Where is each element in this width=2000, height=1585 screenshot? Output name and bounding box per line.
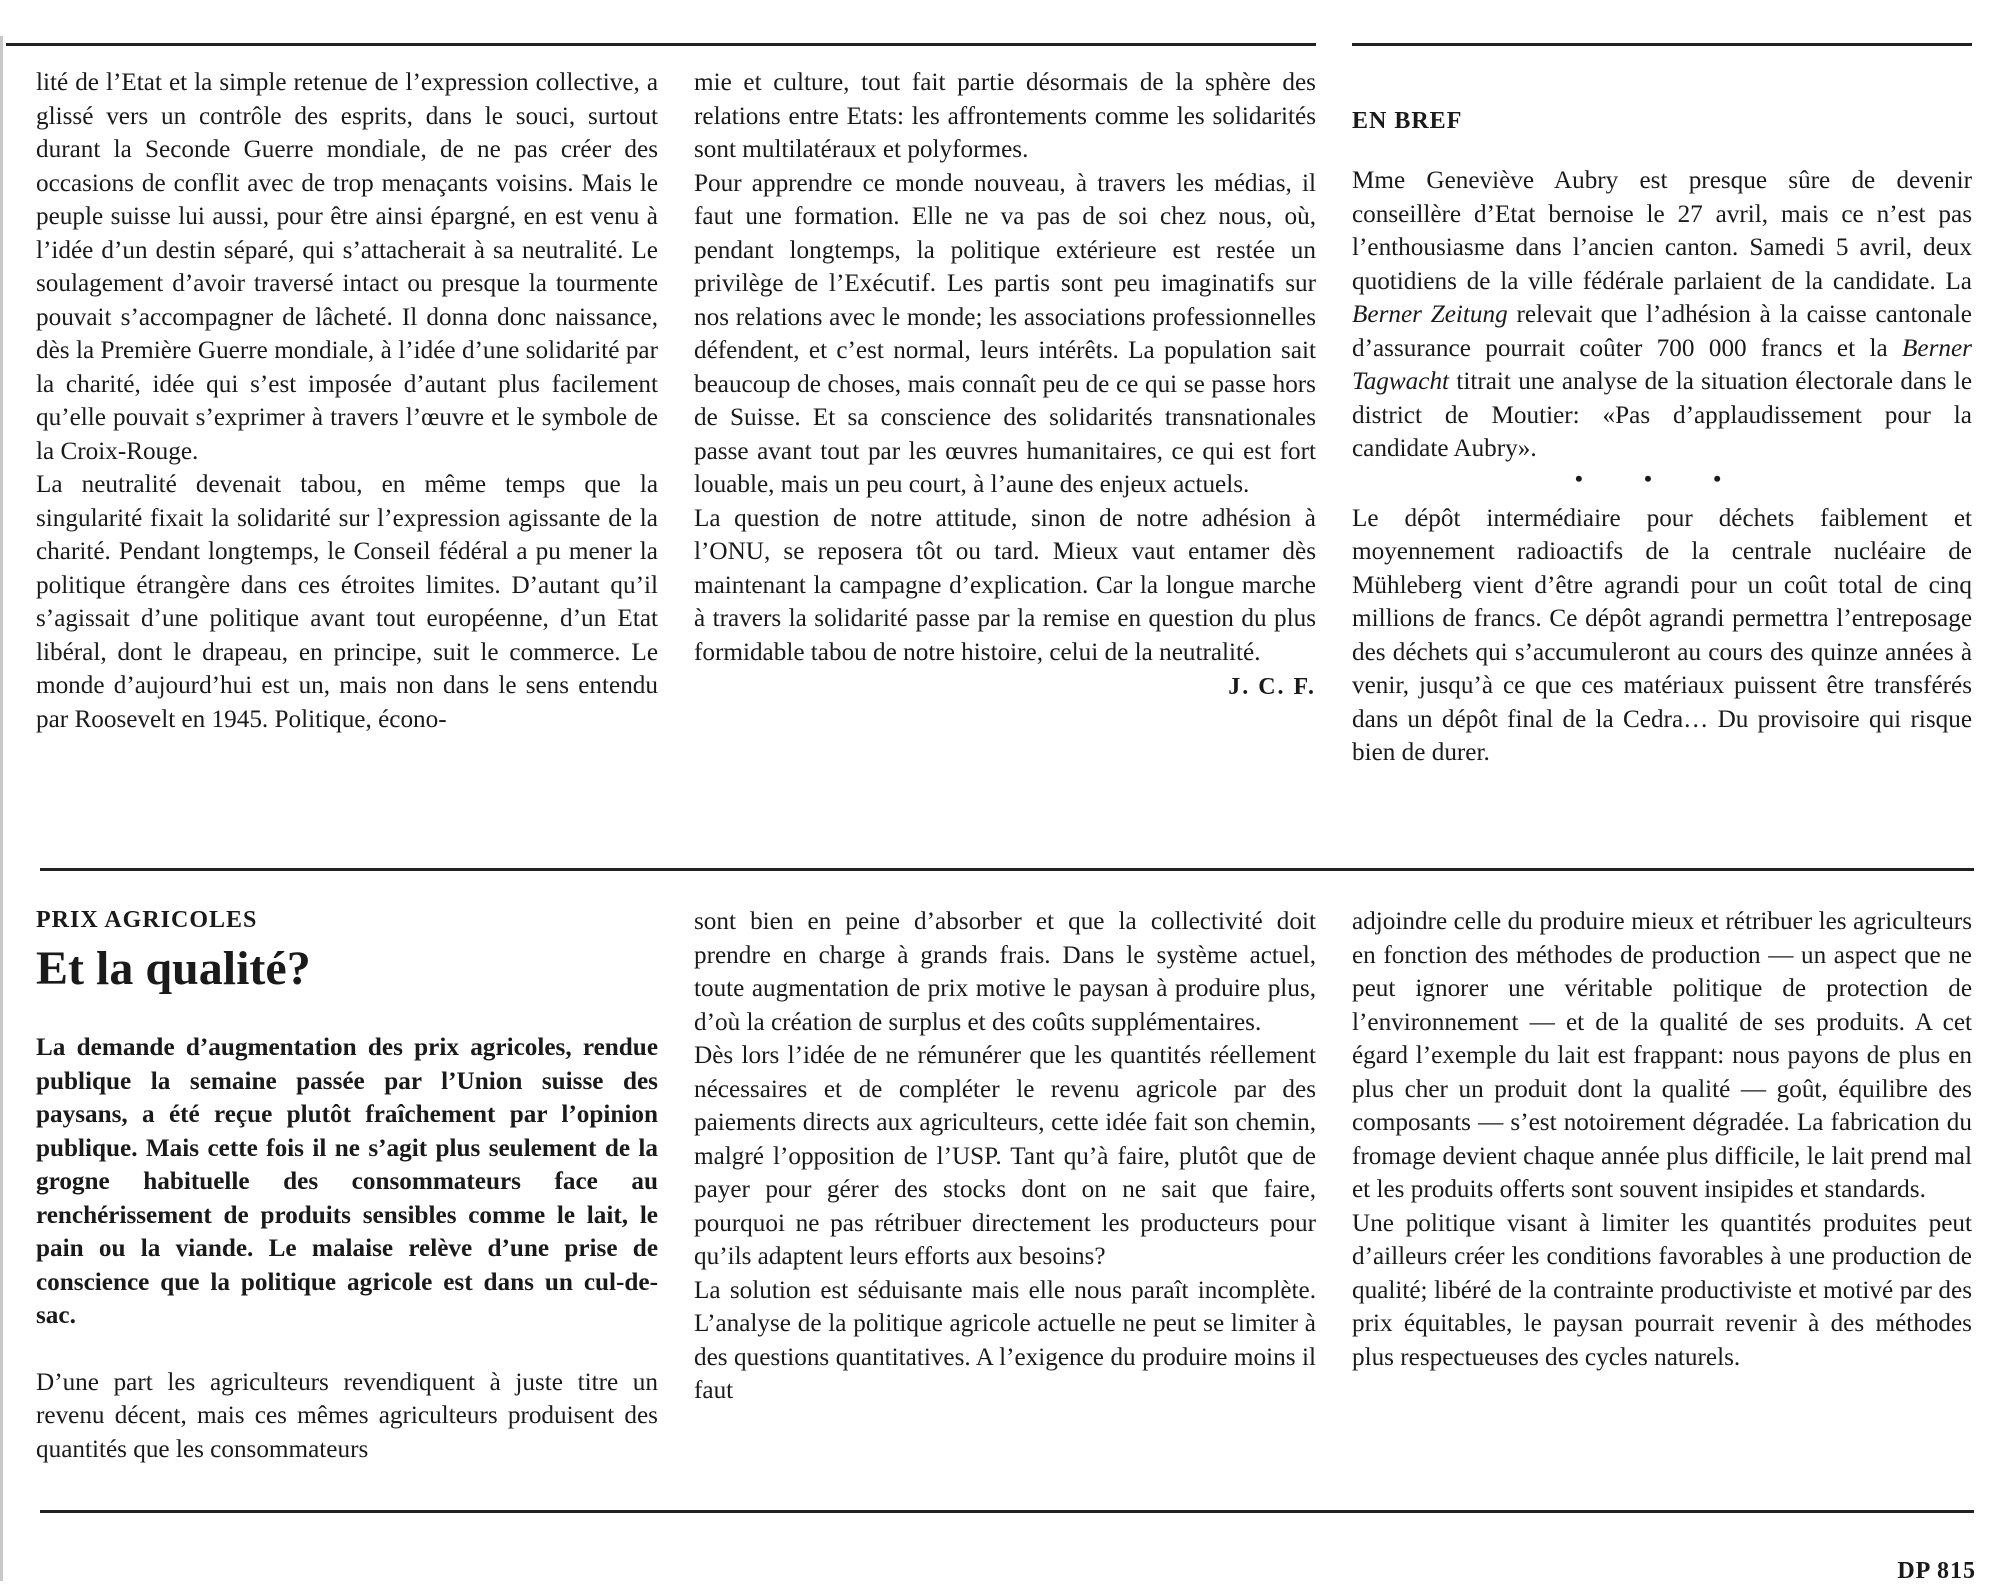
top-rule-left <box>6 43 1316 46</box>
article-kicker: PRIX AGRICOLES <box>36 907 258 933</box>
bottom-col3-paragraph-1: adjoindre celle du produire mieux et rétribuer les agriculteurs en fonction des méthodes de production — un aspect que ne peut ignorer une véritable politique de protection de l’environnement — et de la qualité de ses produits. A cet égard l’exemple du lait est frappant: nous payons de plus en plus cher un produit dont la qualité — goût, équilibre des composants — s’est notoirement dégradée. La fabrication du fromage devient chaque année plus difficile, le lait prend mal et les produits offerts sont souvent insipides et standards. <box>1352 908 1972 1203</box>
article-title: Et la qualité? <box>36 942 311 995</box>
top-col1-paragraph-2: La neutralité devenait tabou, en même temps que la singularité fixait la solidarité sur l’expression agissante de la charité. Pendant longtemps, le Conseil fédéral a pu mener la politique étrangère dans ces étroites limites. D’autant qu’il s’agissait d’une politique avant tout européenne, d’un Etat libéral, dont le drapeau, en principe, suit le commerce. Le monde d’aujourd’hui est un, mais non dans le sens entendu par Roosevelt en 1945. Politique, écono- <box>36 471 658 733</box>
en-bref-item-1 <box>1352 164 1972 466</box>
en-bref-item-2: Le dépôt intermédiaire pour déchets faiblement et moyennement radioactifs de la centrale nucléaire de Mühleberg vient d’être agrandi pour un coût total de cinq millions de francs. Ce dépôt agrandi permettra l’entreposage des déchets qui s’accumuleront au cours des quinze années à venir, jusqu’à ce que ces matériaux puissent être transférés dans un dépôt final de la Cedra… Du provisoire qui risque bien de durer. <box>1352 504 1972 766</box>
page-edge-line <box>0 36 3 1581</box>
middle-rule <box>40 868 1974 871</box>
top-col2-paragraph-3: La question de notre attitude, sinon de notre adhésion à l’ONU, se reposera tôt ou tard. Mieux vaut entamer dès maintenant la campagne d’explication. Car la longue marche à travers la solidarité passe par la remise en question du plus formidable tabou de notre histoire, celui de la neutralité. <box>694 504 1316 666</box>
author-signature: J. C. F. <box>1228 674 1316 700</box>
bottom-col3-paragraph-2: Une politique visant à limiter les quantités produites peut d’ailleurs créer les conditions favorables à une production de qualité; libéré de la contrainte productiviste et motivé par des prix équitables, le paysan pourrait revenir à des méthodes plus respectueuses des cycles naturels. <box>1352 1209 1972 1371</box>
bottom-col1-body: D’une part les agriculteurs revendiquent à juste titre un revenu décent, mais ces mêmes agriculteurs produisent des quantités que les consommateurs <box>36 1368 658 1463</box>
bottom-col2-paragraph-1: sont bien en peine d’absorber et que la collectivité doit prendre en charge à grands frais. Dans le système actuel, toute augmentation de prix motive le paysan à produire plus, d’où la création de surplus et des coûts supplémentaires. <box>694 908 1316 1036</box>
top-col2-paragraph-2: Pour apprendre ce monde nouveau, à travers les médias, il faut une formation. Elle ne va pas de soi chez nous, où, pendant longtemps, la politique extérieure est restée un privilège de l’Exécutif. Les partis sont peu imaginatifs sur nos relations avec le monde; les associations professionnelles défendent, et c’est normal, leurs intérêts. La population sait beaucoup de choses, mais connaît peu de ce qui se passe hors de Suisse. Et sa conscience des solidarités transnationales passe avant tout par les œuvres humanitaires, ce qui est fort louable, mais un peu court, à l’aune des enjeux actuels. <box>694 169 1316 498</box>
en-bref-item-1-text-a: Mme Geneviève Aubry est presque sûre de devenir conseillère d’Etat bernoise le 27 avril, mais ce n’est pas l’enthousiasme dans l’ancien canton. Samedi 5 avril, deux quotidiens de la ville fédérale parlaient de la candidate. La <box>1352 167 1972 295</box>
en-bref-heading: EN BREF <box>1352 108 1463 134</box>
top-column-3-en-bref <box>1352 106 1972 770</box>
top-col1-paragraph-1: lité de l’Etat et la simple retenue de l’expression collective, a glissé vers un contrôle des esprits, dans le souci, surtout durant la Seconde Guerre mondiale, de ne pas créer des occasions de conflit avec de trop menaçants voisins. Mais le peuple suisse lui aussi, pour être ainsi épargné, en est venu à l’idée d’un destin séparé, qui s’attacherait à sa neutralité. Le soulagement d’avoir traversé intact ou presque la tourmente pouvait s’accompagner de lâcheté. Il donna donc naissance, dès la Première Guerre mondiale, à l’idée d’une solidarité par la charité, idée qui s’est imposée d’autant plus facilement qu’elle pouvait s’exprimer à travers l’œuvre et le symbole de la Croix-Rouge. <box>36 69 658 465</box>
top-col2-paragraph-1: mie et culture, tout fait partie désormais de la sphère des relations entre Etats: les affrontements comme les solidarités sont multilatéraux et polyformes. <box>694 69 1316 163</box>
en-bref-item-1-text-e: titrait une analyse de la situation électorale dans le district de Moutier: «Pas d’applaudissement pour la candidate Aubry». <box>1352 368 1972 462</box>
bottom-col2-paragraph-3: La solution est séduisante mais elle nous paraît incomplète. L’analyse de la politique agricole actuelle ne peut se limiter à des questions quantitatives. A l’exigence du produire moins il faut <box>694 1276 1316 1404</box>
newspaper-name-berner-zeitung: Berner Zeitung <box>1352 301 1508 328</box>
article-lead: La demande d’augmentation des prix agricoles, rendue publique la semaine passée par l’Union suisse des paysans, a été reçue plutôt fraîchement par l’opinion publique. Mais cette fois il ne s’agit plus seulement de la grogne habituelle des consommateurs face au renchérissement de produits sensibles comme le lait, le pain ou la viande. Le malaise relève d’une prise de conscience que la politique agricole est dans un cul-de-sac. <box>36 1034 658 1329</box>
section-separator: • • • <box>1574 465 1750 491</box>
top-column-2 <box>694 66 1316 705</box>
bottom-column-1 <box>36 905 658 1466</box>
bottom-col2-paragraph-2: Dès lors l’idée de ne rémunérer que les quantités réellement nécessaires et de compléter le revenu agricole par des paiements directs aux agriculteurs, cette idée fait son chemin, malgré l’opposition de l’USP. Tant qu’à faire, plutôt que de payer pour gérer des stocks dont on ne sait que faire, pourquoi ne pas rétribuer directement les producteurs pour qu’ils adaptent leurs efforts aux besoins? <box>694 1042 1316 1270</box>
page-folio: DP 815 <box>1897 1558 1976 1584</box>
bottom-rule <box>40 1510 1974 1513</box>
bottom-column-2 <box>694 905 1316 1408</box>
newspaper-name-berner-tagwacht: Berner Tagwacht <box>1352 334 1972 395</box>
bottom-column-3 <box>1352 905 1972 1374</box>
en-bref-item-1-text-c: relevait que l’adhésion à la caisse cantonale d’assurance pourrait coûter 700 000 francs et la <box>1352 301 1972 362</box>
top-column-1 <box>36 66 658 736</box>
top-rule-right <box>1352 43 1972 46</box>
